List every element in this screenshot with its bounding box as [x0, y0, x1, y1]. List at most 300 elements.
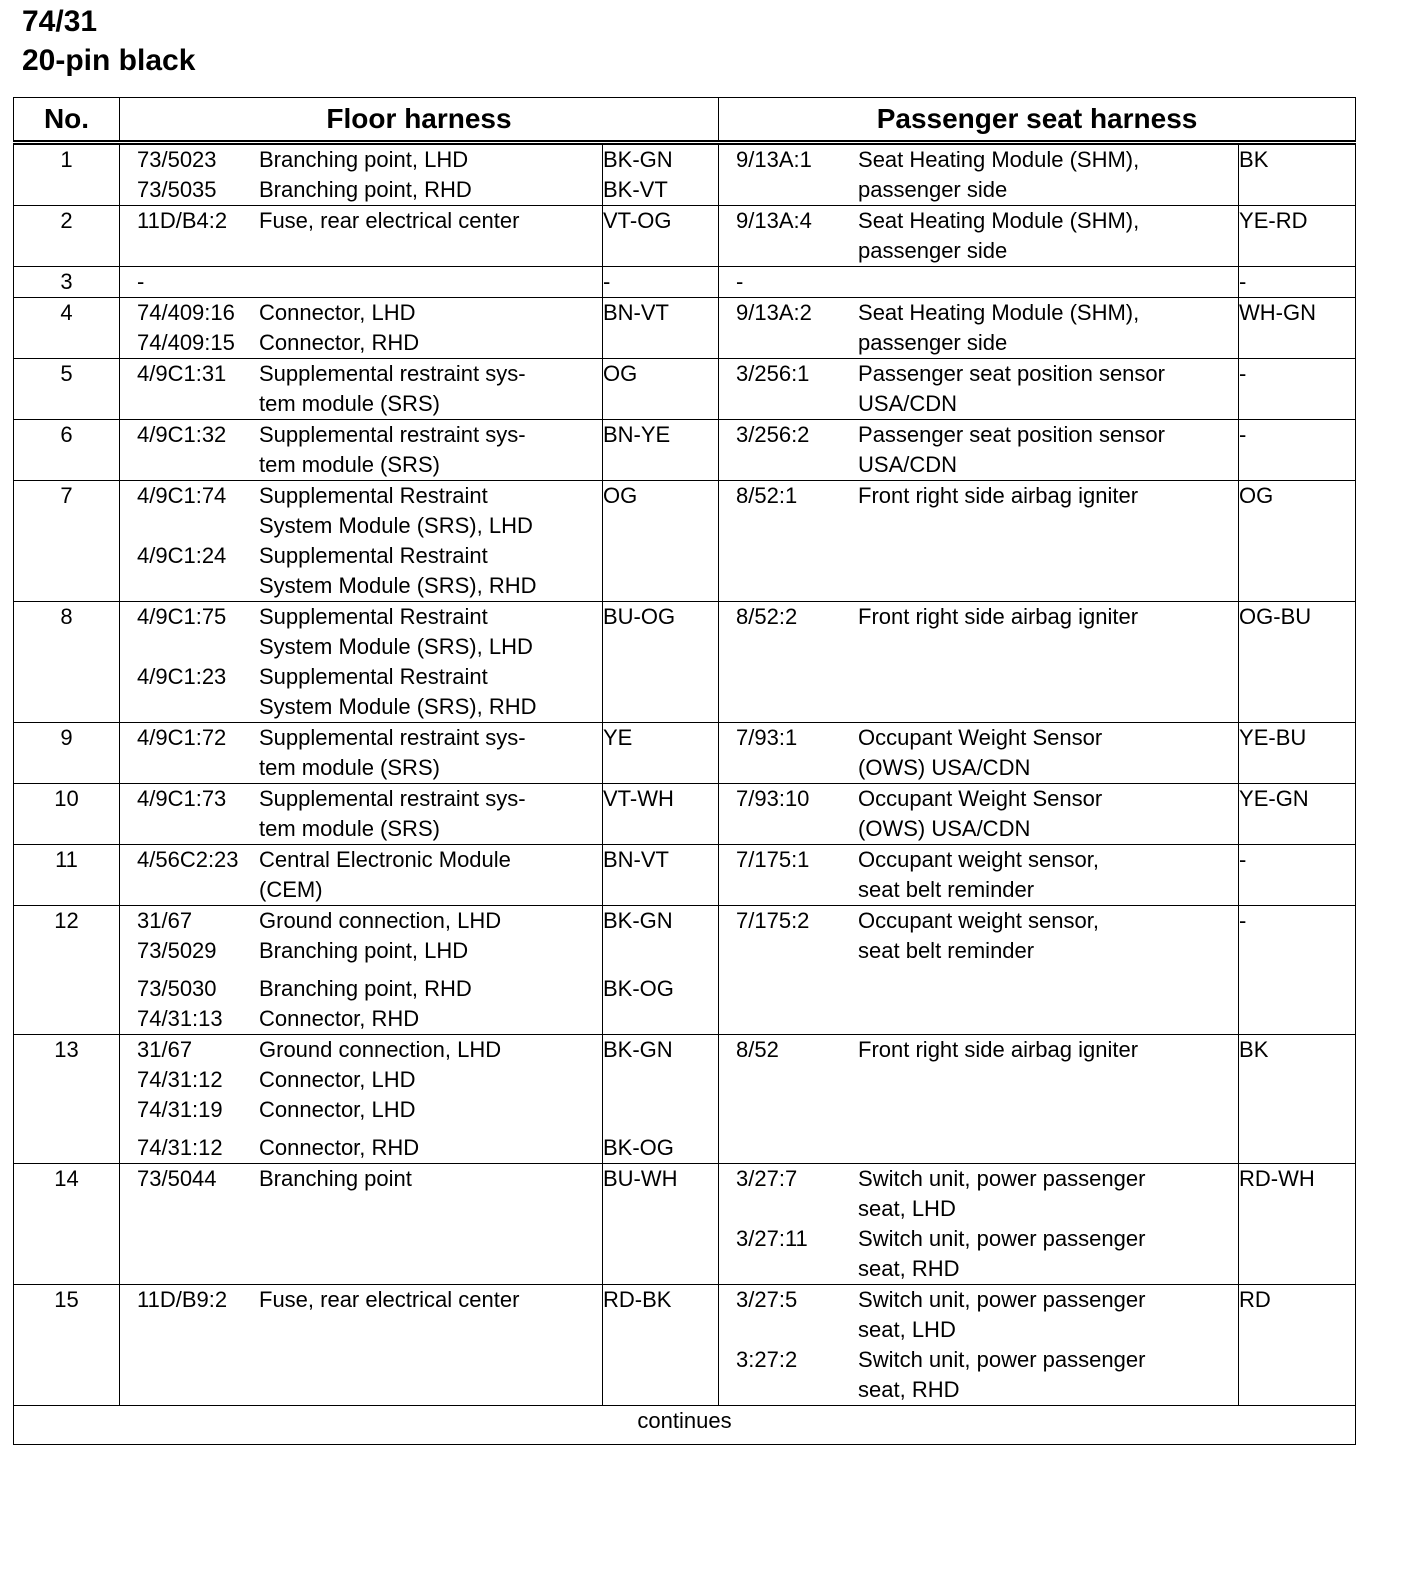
- floor-harness-cell: [120, 723, 603, 784]
- component-description: seat belt reminder: [858, 938, 1035, 963]
- component-id: [719, 389, 858, 419]
- passenger-harness-cell: [719, 906, 1239, 1035]
- component-line: [719, 298, 1238, 328]
- component-description: Switch unit, power passenger: [858, 1166, 1146, 1191]
- component-description: System Module (SRS), RHD: [259, 573, 537, 598]
- component-id: 73/5023: [137, 147, 217, 172]
- component-line: [120, 753, 602, 783]
- component-id: 31/67: [137, 908, 193, 933]
- wire-color: BK-GN: [603, 1037, 673, 1062]
- component-id: 4/9C1:74: [137, 483, 227, 508]
- wire-color: OG-BU: [1239, 604, 1312, 629]
- passenger-wire-color-cell: [1239, 723, 1356, 784]
- component-line: [120, 632, 602, 662]
- wire-color: -: [603, 269, 611, 294]
- passenger-harness-cell: [719, 723, 1239, 784]
- component-description: Connector, RHD: [259, 1006, 420, 1031]
- component-description: Supplemental restraint sys-: [259, 422, 526, 447]
- component-id: [120, 450, 259, 480]
- floor-harness-cell: [120, 481, 603, 602]
- floor-wire-color-cell: [603, 359, 719, 420]
- pin-number: 7: [14, 481, 120, 602]
- component-description: (OWS) USA/CDN: [858, 755, 1031, 780]
- component-description: Supplemental restraint sys-: [259, 725, 526, 750]
- component-line: [719, 875, 1238, 905]
- table-row: [14, 267, 1356, 298]
- component-line: [120, 723, 602, 753]
- component-id: 7/175:2: [736, 908, 810, 933]
- component-id: 31/67: [137, 1037, 193, 1062]
- component-id: [120, 753, 259, 783]
- component-id: [719, 875, 858, 905]
- component-description: Connector, LHD: [259, 1097, 416, 1122]
- passenger-harness-cell: [719, 1164, 1239, 1285]
- wire-color: [603, 1065, 718, 1095]
- table-row: [14, 481, 1356, 602]
- wire-color: YE: [603, 725, 633, 750]
- component-id: 7/175:1: [736, 847, 810, 872]
- component-id: 7/93:10: [736, 786, 810, 811]
- wire-color: -: [1239, 847, 1247, 872]
- table-row: [14, 784, 1356, 845]
- component-line: [120, 814, 602, 844]
- component-id: 3/27:7: [736, 1166, 798, 1191]
- component-description: Supplemental restraint sys-: [259, 786, 526, 811]
- component-id: [719, 1254, 858, 1284]
- component-id: 11D/B4:2: [137, 208, 228, 233]
- pin-number: 6: [14, 420, 120, 481]
- floor-harness-cell: [120, 602, 603, 723]
- wire-color: YE-BU: [1239, 725, 1307, 750]
- header-passenger-harness: Passenger seat harness: [719, 98, 1356, 143]
- component-description: Fuse, rear electrical center: [259, 1287, 520, 1312]
- component-description: Occupant weight sensor,: [858, 908, 1099, 933]
- component-description: Passenger seat position sensor: [858, 361, 1165, 386]
- component-id: [719, 936, 858, 966]
- floor-harness-cell: [120, 906, 603, 1035]
- passenger-harness-cell: [719, 298, 1239, 359]
- passenger-harness-cell: [719, 845, 1239, 906]
- component-description: Supplemental Restraint: [259, 543, 488, 568]
- pin-table: [13, 97, 1356, 1445]
- component-id: 73/5030: [137, 976, 217, 1001]
- wire-color: BK-OG: [603, 1135, 674, 1160]
- component-description: Connector, RHD: [259, 1135, 420, 1160]
- component-description: System Module (SRS), LHD: [259, 634, 533, 659]
- floor-harness-cell: [120, 1285, 603, 1406]
- component-line: [120, 1065, 602, 1095]
- component-description: [858, 267, 1238, 297]
- component-description: Central Electronic Module: [259, 847, 511, 872]
- passenger-wire-color-cell: [1239, 1285, 1356, 1406]
- table-row: [14, 359, 1356, 420]
- floor-wire-color-cell: [603, 143, 719, 206]
- table-footer-row: [14, 1406, 1356, 1445]
- component-description: USA/CDN: [858, 452, 958, 477]
- component-description: seat belt reminder: [858, 877, 1035, 902]
- pin-number: 4: [14, 298, 120, 359]
- wire-color: BK-GN: [603, 908, 673, 933]
- pin-number: 3: [14, 267, 120, 298]
- table-header-row: [14, 98, 1356, 143]
- floor-harness-cell: [120, 267, 603, 298]
- passenger-wire-color-cell: [1239, 481, 1356, 602]
- component-description: Switch unit, power passenger: [858, 1287, 1146, 1312]
- component-description: Ground connection, LHD: [259, 908, 502, 933]
- component-description: tem module (SRS): [259, 816, 440, 841]
- component-description: Front right side airbag igniter: [858, 483, 1139, 508]
- table-row: [14, 206, 1356, 267]
- passenger-wire-color-cell: [1239, 420, 1356, 481]
- wire-color: BK-OG: [603, 976, 674, 1001]
- passenger-harness-cell: [719, 1285, 1239, 1406]
- component-id: [719, 814, 858, 844]
- component-description: tem module (SRS): [259, 755, 440, 780]
- component-id: 73/5035: [137, 177, 217, 202]
- component-description: Branching point, RHD: [259, 177, 472, 202]
- wire-color: [603, 1095, 718, 1125]
- component-line: [120, 359, 602, 389]
- floor-harness-cell: [120, 359, 603, 420]
- passenger-harness-cell: [719, 1035, 1239, 1164]
- component-description: passenger side: [858, 238, 1008, 263]
- passenger-harness-cell: [719, 420, 1239, 481]
- component-description: Occupant weight sensor,: [858, 847, 1099, 872]
- document-heading: [22, 2, 195, 80]
- component-description: [259, 267, 602, 297]
- passenger-harness-cell: [719, 784, 1239, 845]
- floor-wire-color-cell: [603, 602, 719, 723]
- component-line: [719, 175, 1238, 205]
- component-line: [719, 1375, 1238, 1405]
- table-row: [14, 298, 1356, 359]
- floor-harness-cell: [120, 206, 603, 267]
- component-id: 3/256:2: [736, 422, 810, 447]
- component-id: 4/9C1:23: [137, 664, 227, 689]
- wire-color: RD: [1239, 1287, 1271, 1312]
- component-id: [120, 511, 259, 541]
- connector-type: 20-pin black: [22, 44, 196, 77]
- component-id: 74/409:16: [137, 300, 235, 325]
- wire-color: OG: [603, 361, 638, 386]
- component-description: Front right side airbag igniter: [858, 604, 1139, 629]
- pin-number: 2: [14, 206, 120, 267]
- passenger-wire-color-cell: [1239, 267, 1356, 298]
- component-line: [719, 1254, 1238, 1284]
- wire-color: BK: [1239, 147, 1269, 172]
- floor-harness-cell: [120, 845, 603, 906]
- floor-wire-color-cell: [603, 206, 719, 267]
- component-line: [719, 936, 1238, 966]
- pin-number: 1: [14, 143, 120, 206]
- component-description: System Module (SRS), RHD: [259, 694, 537, 719]
- component-description: seat, RHD: [858, 1256, 960, 1281]
- component-description: tem module (SRS): [259, 452, 440, 477]
- component-description: Passenger seat position sensor: [858, 422, 1165, 447]
- component-description: Supplemental restraint sys-: [259, 361, 526, 386]
- header-floor-harness: Floor harness: [120, 98, 719, 143]
- wire-color: OG: [603, 483, 638, 508]
- wire-color: VT-WH: [603, 786, 674, 811]
- component-description: passenger side: [858, 177, 1008, 202]
- table-row: [14, 1285, 1356, 1406]
- pin-number: 12: [14, 906, 120, 1035]
- pin-number: 11: [14, 845, 120, 906]
- component-description: seat, LHD: [858, 1196, 956, 1221]
- component-line: [120, 450, 602, 480]
- component-description: Occupant Weight Sensor: [858, 725, 1103, 750]
- component-line: [120, 1004, 602, 1034]
- component-line: [719, 359, 1238, 389]
- table-row: [14, 906, 1356, 1035]
- component-line: [719, 389, 1238, 419]
- component-line: [120, 936, 602, 966]
- component-id: [120, 389, 259, 419]
- component-line: [120, 206, 602, 236]
- wire-color: BU-OG: [603, 604, 676, 629]
- component-id: -: [137, 269, 145, 294]
- component-line: [120, 389, 602, 419]
- pin-number: 8: [14, 602, 120, 723]
- passenger-wire-color-cell: [1239, 784, 1356, 845]
- component-id: 8/52:1: [736, 483, 798, 508]
- floor-wire-color-cell: [603, 723, 719, 784]
- component-description: Ground connection, LHD: [259, 1037, 502, 1062]
- component-description: Branching point, RHD: [259, 976, 472, 1001]
- component-line: [719, 845, 1238, 875]
- component-id: 3/27:5: [736, 1287, 798, 1312]
- continues-note: continues: [14, 1406, 1356, 1445]
- component-line: [120, 420, 602, 450]
- pin-number: 5: [14, 359, 120, 420]
- component-id: 4/9C1:24: [137, 543, 227, 568]
- wire-color: BN-VT: [603, 300, 669, 325]
- component-id: 73/5044: [137, 1166, 217, 1191]
- component-description: Seat Heating Module (SHM),: [858, 300, 1140, 325]
- component-line: [719, 814, 1238, 844]
- passenger-wire-color-cell: [1239, 143, 1356, 206]
- component-id: 9/13A:4: [736, 208, 812, 233]
- component-line: [120, 662, 602, 692]
- component-line: [120, 1285, 602, 1315]
- component-description: Front right side airbag igniter: [858, 1037, 1139, 1062]
- component-description: passenger side: [858, 330, 1008, 355]
- component-description: seat, RHD: [858, 1377, 960, 1402]
- component-line: [719, 1224, 1238, 1254]
- wire-color: RD-BK: [603, 1287, 672, 1312]
- component-id: 4/9C1:73: [137, 786, 227, 811]
- component-line: [120, 175, 602, 205]
- table-row: [14, 143, 1356, 206]
- component-line: [719, 1194, 1238, 1224]
- passenger-harness-cell: [719, 143, 1239, 206]
- floor-wire-color-cell: [603, 784, 719, 845]
- floor-wire-color-cell: [603, 481, 719, 602]
- component-id: 7/93:1: [736, 725, 798, 750]
- component-line: [719, 602, 1238, 632]
- component-line: [719, 267, 1238, 297]
- component-line: [719, 1164, 1238, 1194]
- header-no: No.: [14, 98, 120, 143]
- component-line: [719, 206, 1238, 236]
- component-description: Switch unit, power passenger: [858, 1347, 1146, 1372]
- component-description: Fuse, rear electrical center: [259, 208, 520, 233]
- wire-color: -: [1239, 422, 1247, 447]
- component-id: [719, 450, 858, 480]
- component-line: [120, 602, 602, 632]
- wire-color: BU-WH: [603, 1166, 678, 1191]
- component-line: [120, 845, 602, 875]
- component-id: 4/9C1:31: [137, 361, 227, 386]
- component-line: [719, 753, 1238, 783]
- component-id: 4/9C1:75: [137, 604, 227, 629]
- component-id: -: [736, 269, 744, 294]
- component-id: [719, 753, 858, 783]
- component-id: [719, 1315, 858, 1345]
- component-line: [719, 1035, 1238, 1065]
- component-line: [719, 784, 1238, 814]
- component-line: [719, 328, 1238, 358]
- floor-wire-color-cell: [603, 267, 719, 298]
- pin-number: 10: [14, 784, 120, 845]
- passenger-wire-color-cell: [1239, 906, 1356, 1035]
- component-line: [120, 298, 602, 328]
- component-line: [120, 1095, 602, 1125]
- component-line: [120, 692, 602, 722]
- table-row: [14, 420, 1356, 481]
- component-description: Supplemental Restraint: [259, 664, 488, 689]
- component-description: USA/CDN: [858, 391, 958, 416]
- component-id: [120, 875, 259, 905]
- passenger-wire-color-cell: [1239, 1035, 1356, 1164]
- component-id: 11D/B9:2: [137, 1287, 228, 1312]
- component-description: Connector, RHD: [259, 330, 420, 355]
- table-row: [14, 845, 1356, 906]
- wire-color: RD-WH: [1239, 1166, 1315, 1191]
- wire-color: -: [1239, 269, 1247, 294]
- passenger-wire-color-cell: [1239, 602, 1356, 723]
- component-line: [120, 481, 602, 511]
- floor-wire-color-cell: [603, 845, 719, 906]
- component-id: 74/31:12: [137, 1067, 223, 1092]
- component-description: Seat Heating Module (SHM),: [858, 208, 1140, 233]
- wire-color: YE-GN: [1239, 786, 1309, 811]
- pin-number: 15: [14, 1285, 120, 1406]
- component-id: [719, 1375, 858, 1405]
- component-line: [120, 511, 602, 541]
- floor-harness-cell: [120, 784, 603, 845]
- component-id: [719, 236, 858, 266]
- component-line: [120, 974, 602, 1004]
- passenger-wire-color-cell: [1239, 845, 1356, 906]
- wire-color: BN-VT: [603, 847, 669, 872]
- component-id: 74/31:12: [137, 1135, 223, 1160]
- component-id: [719, 175, 858, 205]
- table-row: [14, 1164, 1356, 1285]
- wire-color: OG: [1239, 483, 1274, 508]
- component-description: Branching point: [259, 1166, 412, 1191]
- passenger-wire-color-cell: [1239, 298, 1356, 359]
- table-row: [14, 602, 1356, 723]
- pin-number: 13: [14, 1035, 120, 1164]
- component-id: 8/52: [736, 1037, 779, 1062]
- wire-color: BK-GN: [603, 147, 673, 172]
- component-id: [120, 814, 259, 844]
- component-line: [719, 1315, 1238, 1345]
- pin-number: 9: [14, 723, 120, 784]
- wire-color: YE-RD: [1239, 208, 1308, 233]
- component-id: [120, 632, 259, 662]
- component-line: [120, 267, 602, 297]
- wire-color: VT-OG: [603, 208, 672, 233]
- component-id: 74/31:13: [137, 1006, 223, 1031]
- table-row: [14, 1035, 1356, 1164]
- floor-wire-color-cell: [603, 1164, 719, 1285]
- component-description: tem module (SRS): [259, 391, 440, 416]
- component-id: 4/9C1:72: [137, 725, 227, 750]
- component-description: Switch unit, power passenger: [858, 1226, 1146, 1251]
- floor-wire-color-cell: [603, 298, 719, 359]
- component-line: [719, 1345, 1238, 1375]
- passenger-harness-cell: [719, 267, 1239, 298]
- component-id: [120, 571, 259, 601]
- floor-harness-cell: [120, 1035, 603, 1164]
- floor-wire-color-cell: [603, 1285, 719, 1406]
- component-id: [719, 1194, 858, 1224]
- component-id: 4/9C1:32: [137, 422, 227, 447]
- connector-id: 74/31: [22, 5, 98, 38]
- component-line: [719, 145, 1238, 175]
- passenger-harness-cell: [719, 602, 1239, 723]
- component-line: [120, 328, 602, 358]
- floor-wire-color-cell: [603, 906, 719, 1035]
- component-line: [719, 450, 1238, 480]
- component-id: 9/13A:2: [736, 300, 812, 325]
- component-description: Supplemental Restraint: [259, 604, 488, 629]
- component-line: [120, 571, 602, 601]
- component-description: Supplemental Restraint: [259, 483, 488, 508]
- component-line: [120, 784, 602, 814]
- component-description: Connector, LHD: [259, 300, 416, 325]
- passenger-wire-color-cell: [1239, 206, 1356, 267]
- component-line: [719, 481, 1238, 511]
- component-id: 3/27:11: [736, 1226, 808, 1251]
- component-id: 3:27:2: [736, 1347, 798, 1372]
- component-description: Branching point, LHD: [259, 938, 469, 963]
- table-row: [14, 723, 1356, 784]
- wire-color: BK-VT: [603, 177, 668, 202]
- floor-wire-color-cell: [603, 1035, 719, 1164]
- component-id: [120, 692, 259, 722]
- component-line: [719, 723, 1238, 753]
- component-id: [719, 328, 858, 358]
- component-description: (CEM): [259, 877, 323, 902]
- component-id: 4/56C2:23: [137, 847, 239, 872]
- component-description: Connector, LHD: [259, 1067, 416, 1092]
- component-line: [120, 1035, 602, 1065]
- component-description: Seat Heating Module (SHM),: [858, 147, 1140, 172]
- wire-color: -: [1239, 908, 1247, 933]
- component-id: 3/256:1: [736, 361, 810, 386]
- component-description: Occupant Weight Sensor: [858, 786, 1103, 811]
- component-id: 74/409:15: [137, 330, 235, 355]
- component-line: [719, 420, 1238, 450]
- component-id: 73/5029: [137, 938, 217, 963]
- component-description: Branching point, LHD: [259, 147, 469, 172]
- component-line: [719, 906, 1238, 936]
- wire-color: BN-YE: [603, 422, 671, 447]
- component-id: 9/13A:1: [736, 147, 812, 172]
